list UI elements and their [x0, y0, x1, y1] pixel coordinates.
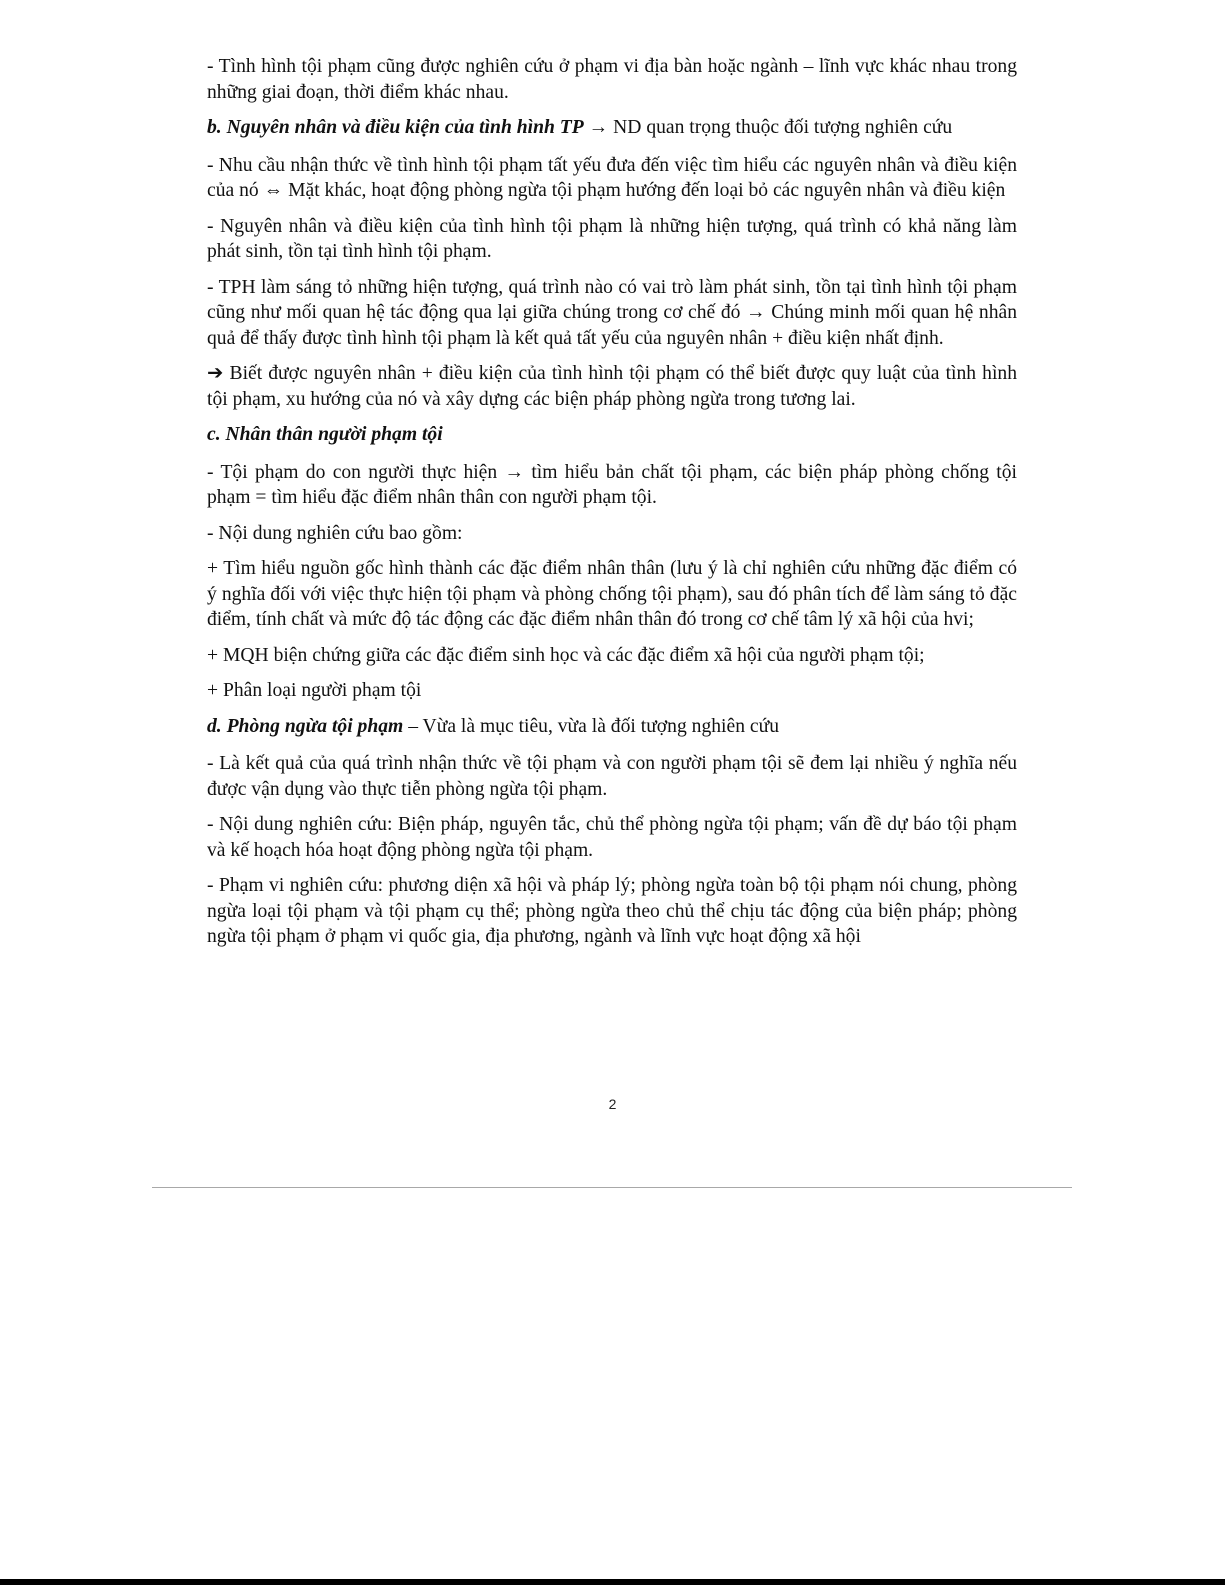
paragraph-11: + MQH biện chứng giữa các đặc điểm sinh học và các đặc điểm xã hội của người phạm tội; [207, 644, 925, 666]
paragraph-4: - Nguyên nhân và điều kiện của tình hình tội phạm là những hiện tượng, quá trình có khả năng làm phát sinh, tồn tại tình hình tội phạm. [207, 215, 1017, 262]
paragraph-9: - Nội dung nghiên cứu bao gồm: [207, 522, 463, 544]
bottom-edge-bar [0, 1579, 1225, 1585]
paragraph-10: + Tìm hiểu nguồn gốc hình thành các đặc điểm nhân thân (lưu ý là chỉ nghiên cứu những đặc điểm có ý nghĩa đối với việc thực hiện tội phạm và phòng chống tội phạm), sau đó phân tích để làm sáng tỏ đặc điểm, tính chất và mức độ tác động các đặc điểm nhân thân đó trong cơ chế tâm lý xã hội của hvi; [207, 558, 1017, 630]
paragraph-6: ➔ Biết được nguyên nhân + điều kiện của tình hình tội phạm có thể biết được quy luật của tình hình tội phạm, xu hướng của nó và xây dựng các biện pháp phòng ngừa trong tương lai. [207, 363, 1017, 410]
section-c-title: c. Nhân thân người phạm tội [207, 424, 443, 445]
section-b-note: → ND quan trọng thuộc đối tượng nghiên cứu [588, 117, 953, 138]
paragraph-14: - Là kết quả của quá trình nhận thức về tội phạm và con người phạm tội sẽ đem lại nhiều ý nghĩa nếu được vận dụng vào thực tiễn phòng ngừa tội phạm. [207, 753, 1017, 800]
paragraph-1: - Tình hình tội phạm cũng được nghiên cứu ở phạm vi địa bàn hoặc ngành – lĩnh vực khác nhau trong những giai đoạn, thời điểm khác nhau. [207, 56, 1017, 103]
section-b-heading [207, 115, 1017, 141]
paragraph-5: - TPH làm sáng tỏ những hiện tượng, quá trình nào có vai trò làm phát sinh, tồn tại tình hình tội phạm cũng như mối quan hệ tác động qua lại giữa chúng trong cơ chế đó → Chúng minh mối quan hệ nhân quả để thấy được tình hình tội phạm là kết quả tất yếu của nguyên nhân + điều kiện nhất định. [207, 276, 1017, 349]
section-d-title: d. Phòng ngừa tội phạm [207, 715, 404, 737]
paragraph-16: - Phạm vi nghiên cứu: phương diện xã hội và pháp lý; phòng ngừa toàn bộ tội phạm nói chung, phòng ngừa loại tội phạm và tội phạm cụ thể; phòng ngừa theo chủ thể chịu tác động của biện pháp; phòng ngừa tội phạm ở phạm vi quốc gia, địa phương, ngành và lĩnh vực hoạt động xã hội [207, 875, 1017, 947]
section-b-title: b. Nguyên nhân và điều kiện của tình hình TP [207, 117, 584, 138]
paragraph-15: - Nội dung nghiên cứu: Biện pháp, nguyên tắc, chủ thể phòng ngừa tội phạm; vấn đề dự báo tội phạm và kế hoạch hóa hoạt động phòng ngừa tội phạm. [207, 814, 1017, 861]
page-number: 2 [608, 1096, 617, 1112]
page-divider [152, 1187, 1072, 1188]
paragraph-3: - Nhu cầu nhận thức về tình hình tội phạm tất yếu đưa đến việc tìm hiểu các nguyên nhân và điều kiện của nó ⇔ Mặt khác, hoạt động phòng ngừa tội phạm hướng đến loại bỏ các nguyên nhân và điều kiện [207, 154, 1017, 201]
section-d-heading [207, 714, 1017, 740]
paragraph-12: + Phân loại người phạm tội [207, 680, 422, 701]
paragraph-8: - Tội phạm do con người thực hiện → tìm hiểu bản chất tội phạm, các biện pháp phòng chống tội phạm = tìm hiểu đặc điểm nhân thân con người phạm tội. [207, 461, 1017, 508]
section-c-heading [207, 422, 1017, 448]
document-page [207, 54, 1017, 960]
section-d-note: – Vừa là mục tiêu, vừa là đối tượng nghiên cứu [408, 715, 780, 737]
